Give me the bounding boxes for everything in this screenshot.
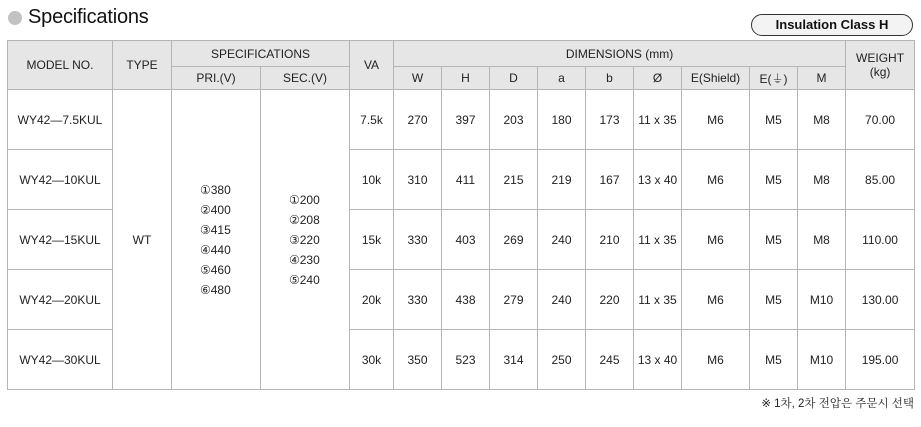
weight-cell: 70.00 [846,90,915,150]
table-row [8,90,915,150]
header-model-no: MODEL NO. [8,41,113,90]
header-sec: SEC.(V) [261,67,350,90]
sec-voltage-option: ②208 [289,212,320,227]
sec-voltage-option: ③220 [289,232,320,247]
m-cell: M10 [798,330,846,390]
d-cell: 203 [490,90,538,150]
b-cell: 245 [586,330,634,390]
d-cell: 314 [490,330,538,390]
b-cell: 210 [586,210,634,270]
m-cell: M10 [798,270,846,330]
sec-voltage-option: ④230 [289,252,320,267]
h-cell: 411 [442,150,490,210]
weight-cell: 110.00 [846,210,915,270]
a-cell: 240 [538,270,586,330]
weight-cell: 130.00 [846,270,915,330]
model-cell: WY42—30KUL [8,330,113,390]
diameter-cell: 13 x 40 [634,150,682,210]
sec-voltage-list [261,90,350,390]
d-cell: 215 [490,150,538,210]
weight-cell: 85.00 [846,150,915,210]
header-weight-unit: (kg) [869,65,891,79]
va-cell: 10k [350,150,394,210]
model-cell: WY42—15KUL [8,210,113,270]
e-shield-cell: M6 [682,210,750,270]
specifications-table [7,40,915,390]
header-specifications: SPECIFICATIONS [172,41,350,67]
e-shield-cell: M6 [682,150,750,210]
header-diameter: Ø [634,67,682,90]
d-cell: 279 [490,270,538,330]
sec-voltage-option: ⑤240 [289,272,320,287]
weight-cell: 195.00 [846,330,915,390]
e-ground-cell: M5 [750,270,798,330]
header-b: b [586,67,634,90]
header-weight-label: WEIGHT [856,51,905,65]
header-a: a [538,67,586,90]
va-cell: 20k [350,270,394,330]
sec-voltage-option: ①200 [289,192,320,207]
e-ground-cell: M5 [750,150,798,210]
diameter-cell: 13 x 40 [634,330,682,390]
section-header [8,6,149,29]
va-cell: 15k [350,210,394,270]
h-cell: 403 [442,210,490,270]
w-cell: 330 [394,210,442,270]
pri-voltage-option: ①380 [200,182,231,197]
model-cell: WY42—7.5KUL [8,90,113,150]
m-cell: M8 [798,90,846,150]
w-cell: 310 [394,150,442,210]
diameter-cell: 11 x 35 [634,270,682,330]
header-e-ground: E(⏚) [750,67,798,90]
a-cell: 180 [538,90,586,150]
bullet-dot-icon [8,11,22,25]
pri-voltage-option: ⑤460 [200,262,231,277]
page-title: Specifications [28,6,149,28]
w-cell: 270 [394,90,442,150]
pri-voltage-option: ④440 [200,242,231,257]
b-cell: 220 [586,270,634,330]
a-cell: 219 [538,150,586,210]
a-cell: 240 [538,210,586,270]
e-shield-cell: M6 [682,330,750,390]
va-cell: 7.5k [350,90,394,150]
header-va: VA [350,41,394,90]
a-cell: 250 [538,330,586,390]
h-cell: 438 [442,270,490,330]
diameter-cell: 11 x 35 [634,210,682,270]
w-cell: 350 [394,330,442,390]
header-dimensions: DIMENSIONS (mm) [394,41,846,67]
pri-voltage-list [172,90,261,390]
d-cell: 269 [490,210,538,270]
header-type: TYPE [113,41,172,90]
header-m: M [798,67,846,90]
model-cell: WY42—10KUL [8,150,113,210]
b-cell: 173 [586,90,634,150]
e-ground-cell: M5 [750,330,798,390]
m-cell: M8 [798,210,846,270]
model-cell: WY42—20KUL [8,270,113,330]
e-ground-cell: M5 [750,90,798,150]
diameter-cell: 11 x 35 [634,90,682,150]
e-shield-cell: M6 [682,90,750,150]
pri-voltage-option: ⑥480 [200,282,231,297]
type-cell: WT [113,90,172,390]
insulation-class-badge: Insulation Class H [751,14,913,36]
e-shield-cell: M6 [682,270,750,330]
order-note: ※ 1차, 2차 전압은 주문시 선택 [761,398,914,410]
header-h: H [442,67,490,90]
w-cell: 330 [394,270,442,330]
header-weight [846,41,915,90]
e-ground-cell: M5 [750,210,798,270]
pri-voltage-option: ③415 [200,222,231,237]
header-w: W [394,67,442,90]
header-e-shield: E(Shield) [682,67,750,90]
header-d: D [490,67,538,90]
pri-voltage-option: ②400 [200,202,231,217]
h-cell: 397 [442,90,490,150]
header-pri: PRI.(V) [172,67,261,90]
h-cell: 523 [442,330,490,390]
m-cell: M8 [798,150,846,210]
b-cell: 167 [586,150,634,210]
va-cell: 30k [350,330,394,390]
